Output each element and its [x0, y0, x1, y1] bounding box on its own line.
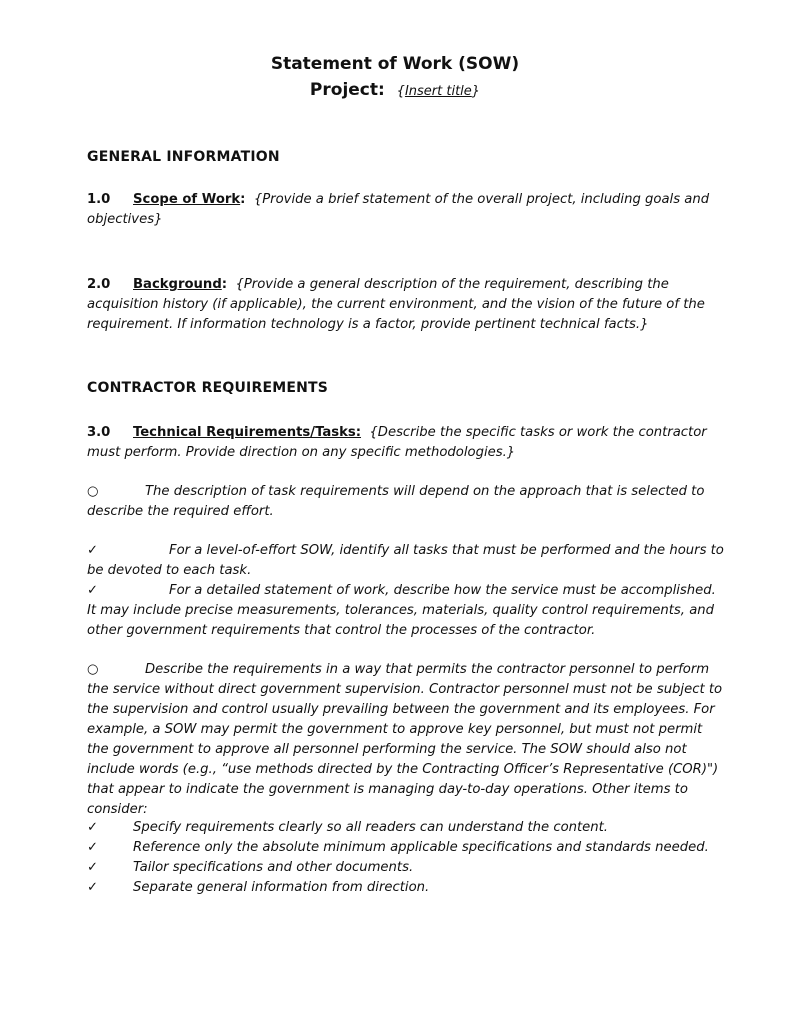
section-number: 3.0: [87, 425, 111, 440]
section-number: 2.0: [87, 277, 111, 292]
check-item-level-of-effort: ✓ For a level-of-effort SOW, identify all tasks that must be performed and the hours to be devoted to each task.: [87, 543, 724, 578]
section-2-background: 2.0 Background: {Provide a general description of the requirement, describing the acquisition history (if applicable), the current environment, and the vision of the future of the requirement. If information technology is a factor, provide pertinent technical facts.}: [87, 277, 705, 332]
circle-bullet-icon: ○: [87, 484, 99, 499]
circle-item-supervision: ○ Describe the requirements in a way that permits the contractor personnel to perform the service without direct government supervision. Contractor personnel must not be subject to the supervision and control usually prevailing between the government and its employees. For example, a SOW may permit the government to approve key personnel, but must not permit the government to approve all personnel performing the service. The SOW should also not include words (e.g., “use methods directed by the Contracting Officer’s Representative (COR)") that appear to indicate the government is managing day-to-day operations. Other items to consider:: [87, 662, 723, 817]
general-information-heading: GENERAL INFORMATION: [87, 149, 280, 165]
check-icon: ✓: [87, 820, 99, 835]
check-icon: ✓: [87, 860, 99, 875]
list-item: ✓ Reference only the absolute minimum applicable specifications and standards needed.: [87, 838, 747, 858]
section-label: Scope of Work: [133, 192, 241, 207]
circle-bullet-icon: ○: [87, 662, 99, 677]
contractor-requirements-heading: CONTRACTOR REQUIREMENTS: [87, 380, 329, 396]
project-title-placeholder: {Insert title}: [396, 84, 481, 99]
check-item-detailed-sow: ✓ For a detailed statement of work, describe how the service must be accomplished. It may include precise measurements, tolerances, materials, quality control requirements, and other government requirements that control the processes of the contractor.: [87, 583, 716, 638]
check-icon: ✓: [87, 880, 99, 895]
section-1-scope: 1.0 Scope of Work: {Provide a brief statement of the overall project, including goals and objectives}: [87, 192, 710, 227]
section-3-technical: [87, 423, 727, 463]
circle-item-approach: ○ The description of task requirements will depend on the approach that is selected to describe the required effort.: [87, 484, 705, 519]
section-label: Technical Requirements/Tasks:: [133, 425, 362, 440]
considerations-list: [87, 818, 747, 898]
section-text: {Provide a brief statement of the overall project, including goals and objectives}: [87, 192, 710, 227]
project-title-value: Insert title: [404, 84, 472, 99]
section-number: 1.0: [87, 192, 111, 207]
list-item: ✓ Separate general information from direction.: [87, 878, 747, 898]
page-title: Statement of Work (SOW): [270, 54, 520, 74]
section-label: Background: [133, 277, 222, 292]
list-item: ✓ Tailor specifications and other documents.: [87, 858, 747, 878]
project-label: Project:: [309, 80, 385, 100]
section-text: {Describe the specific tasks or work the contractor must perform. Provide direction on any specific methodologies.}: [87, 425, 707, 460]
check-icon: ✓: [87, 543, 99, 558]
check-icon: ✓: [87, 583, 99, 598]
list-item: ✓ Specify requirements clearly so all readers can understand the content.: [87, 818, 747, 838]
section-text: {Provide a general description of the requirement, describing the acquisition history (if applicable), the current environment, and the vision of the future of the requirement. If information technology is a factor, provide pertinent technical facts.}: [87, 277, 705, 332]
project-line: [0, 80, 790, 100]
check-icon: ✓: [87, 840, 99, 855]
